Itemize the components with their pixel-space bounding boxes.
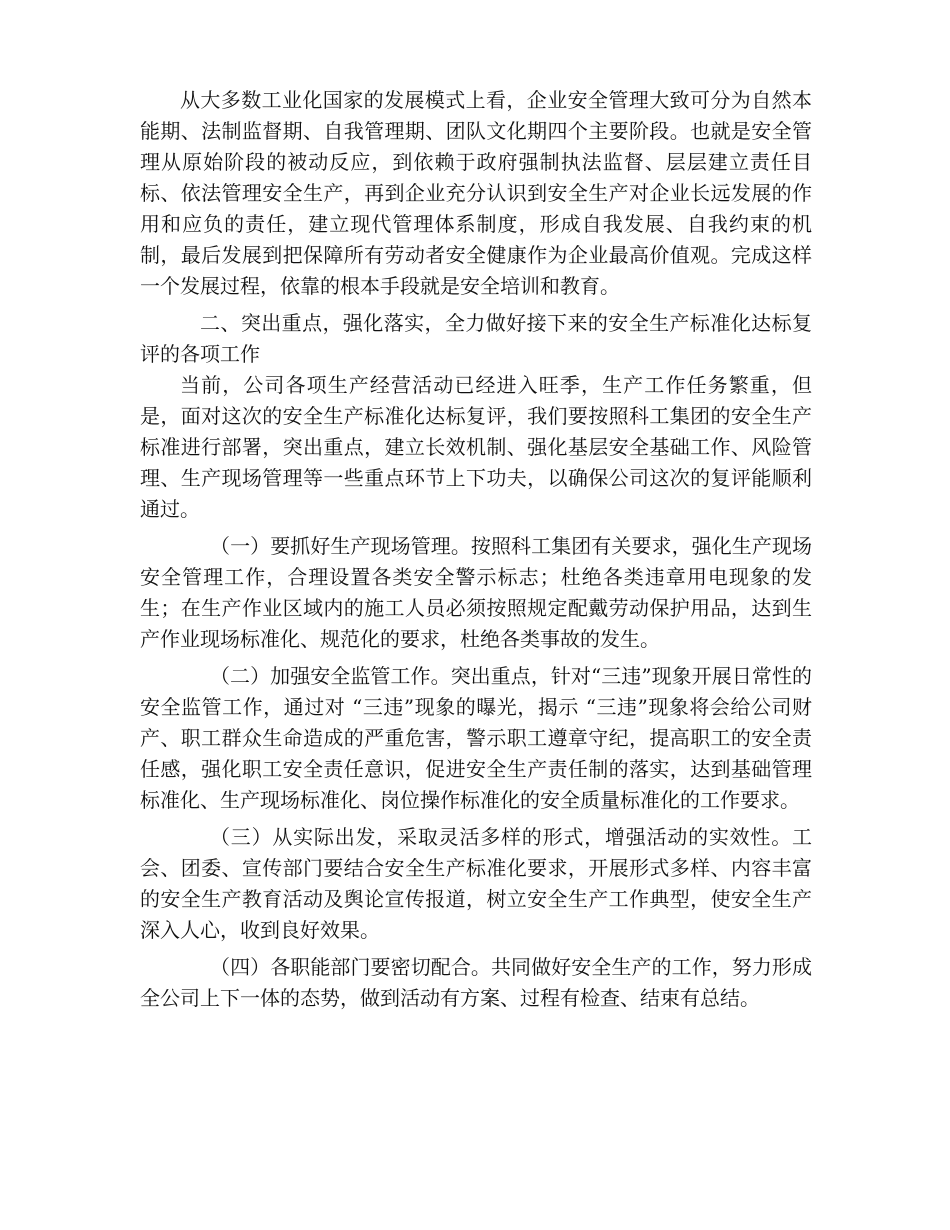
paragraph-item-four: （四）各职能部门要密切配合。共同做好安全生产的工作，努力形成全公司上下一体的态势，做到活动有方案、过程有检查、结束有总结。 xyxy=(140,955,812,1010)
paragraph-item-three: （三）从实际出发，采取灵活多样的形式，增强活动的实效性。工会、团委、宣传部门要结合安全生产标准化要求，开展形式多样、内容丰富的安全生产教育活动及舆论宣传报道，树立安全生产工作典型，使安全生产深入人心，收到良好效果。 xyxy=(140,825,812,942)
paragraph-current-situation: 当前，公司各项生产经营活动已经进入旺季，生产工作任务繁重，但是，面对这次的安全生产标准化达标复评，我们要按照科工集团的安全生产标准进行部署，突出重点，建立长效机制、强化基层安全基础工作、风险管理、生产现场管理等一些重点环节上下功夫，以确保公司这次的复评能顺利通过。 xyxy=(140,373,812,521)
section-heading-two: 二、突出重点，强化落实，全力做好接下来的安全生产标准化达标复评的各项工作 xyxy=(140,311,812,366)
paragraph-development-stages: 从大多数工业化国家的发展模式上看，企业安全管理大致可分为自然本能期、法制监督期、自我管理期、团队文化期四个主要阶段。也就是安全管理从原始阶段的被动反应，到依赖于政府强制执法监督、层层建立责任目标、依法管理安全生产，再到企业充分认识到安全生产对企业长远发展的作用和应负的责任，建立现代管理体系制度，形成自我发展、自我约束的机制，最后发展到把保障所有劳动者安全健康作为企业最高价值观。完成这样一个发展过程，依靠的根本手段就是安全培训和教育。 xyxy=(140,88,812,298)
document-body xyxy=(140,85,812,1020)
paragraph-item-two: （二）加强安全监管工作。突出重点，针对“三违”现象开展日常性的安全监管工作，通过对 “三违”现象的曝光，揭示 “三违”现象将会给公司财产、职工群众生命造成的严重危害，警示职工遵章守纪，提高职工的安全责任感，强化职工安全责任意识，促进安全生产责任制的落实，达到基础管理标准化、生产现场标准化、岗位操作标准化的安全质量标准化的工作要求。 xyxy=(140,664,812,812)
paragraph-item-one: （一）要抓好生产现场管理。按照科工集团有关要求，强化生产现场安全管理工作，合理设置各类安全警示标志；杜绝各类违章用电现象的发生；在生产作业区域内的施工人员必须按照规定配戴劳动保护用品，达到生产作业现场标准化、规范化的要求，杜绝各类事故的发生。 xyxy=(140,534,812,651)
